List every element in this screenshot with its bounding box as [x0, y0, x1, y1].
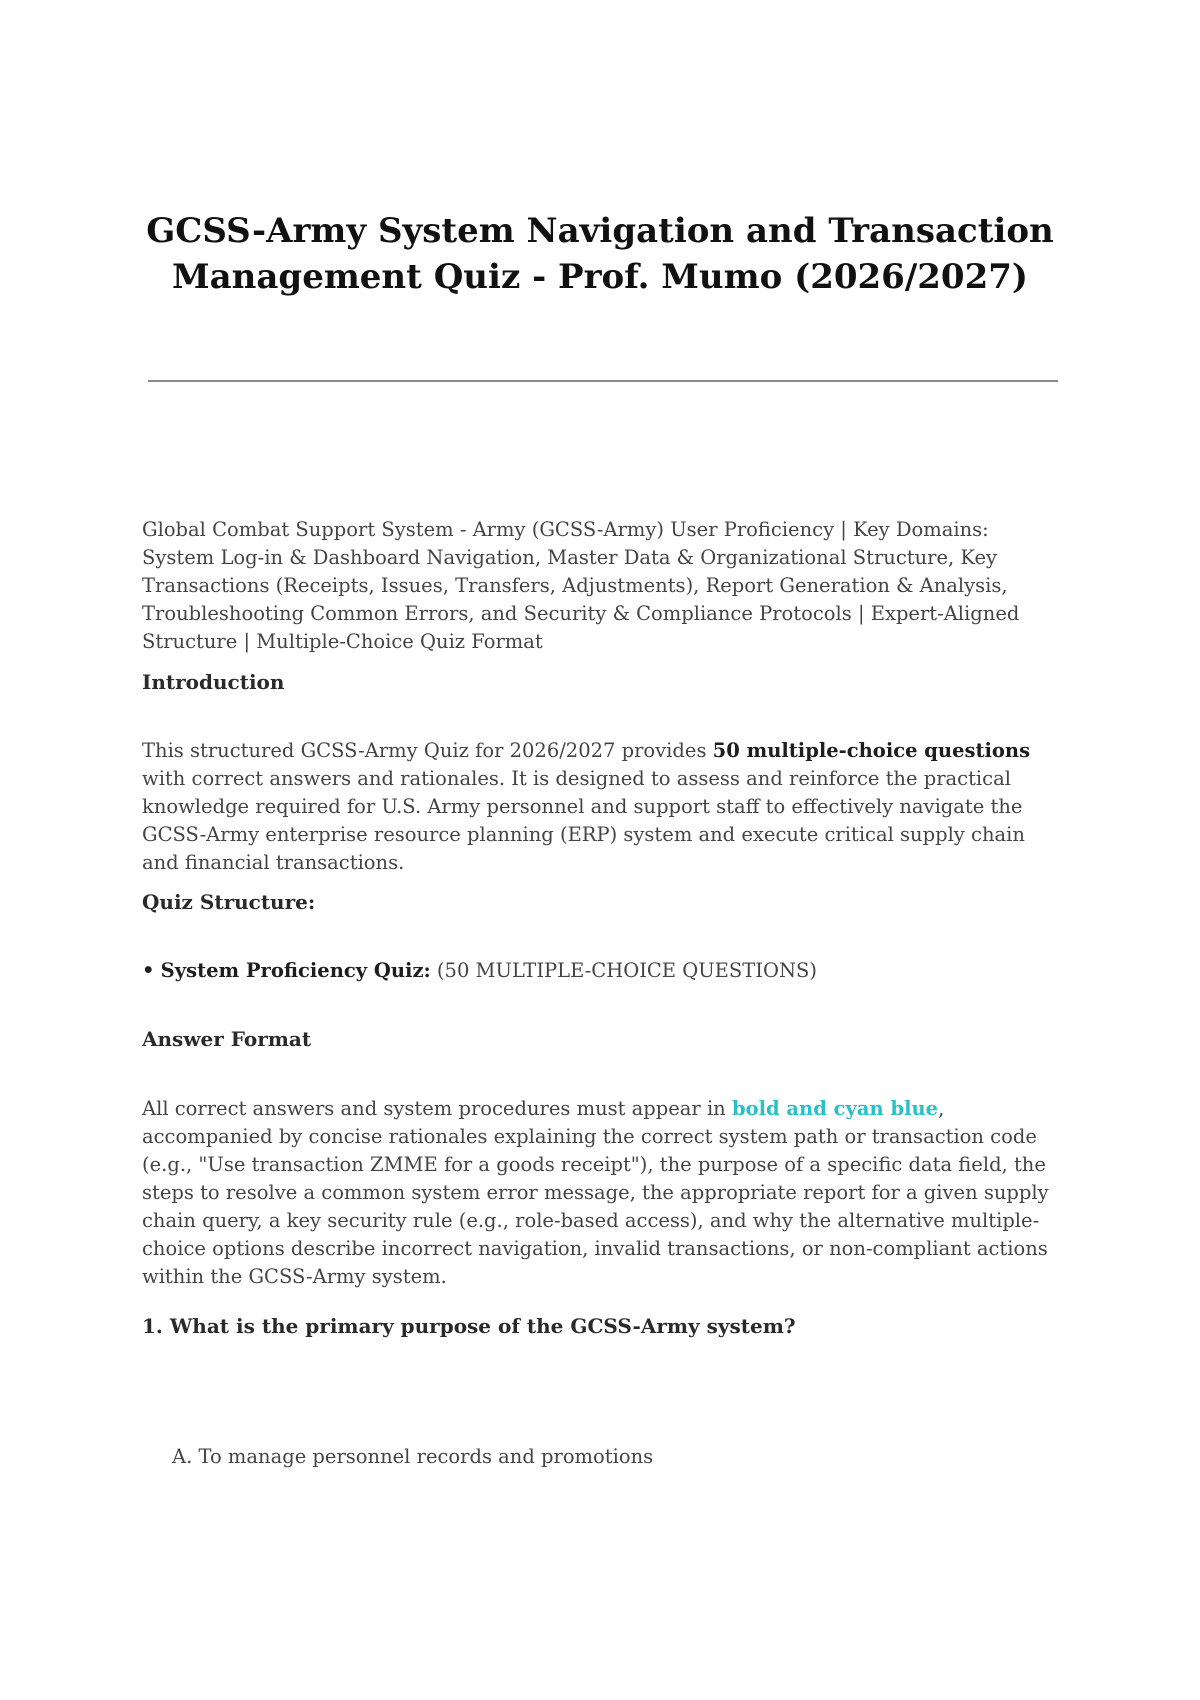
answer-format-heading: Answer Format: [142, 1027, 312, 1051]
quiz-structure-heading: Quiz Structure:: [142, 890, 316, 914]
intro-bold-count: 50 multiple-choice questions: [712, 739, 1031, 762]
subtitle-paragraph: Global Combat Support System - Army (GCSS-Army) User Proficiency | Key Domains: System Log-in & Dashboard Navigation, Master Data & Organizational Structure, Key Transactions (Receipts, Issues, Transfers, Adjustments), Report Generation & Analysis, Troubleshooting Common Errors, and Security & Compliance Protocols | Expert-Aligned Structure | Multiple-Choice Quiz Format: [142, 518, 1020, 653]
intro-text-before: This structured GCSS-Army Quiz for 2026/2027 provides: [142, 739, 713, 762]
intro-text-after: with correct answers and rationales. It is designed to assess and reinforce the practical knowledge required for U.S. Army personnel and support staff to effectively navigate the GCSS-Army enterprise resource planning (ERP) system and execute critical supply chain and financial transactions.: [142, 767, 1025, 874]
horizontal-rule: [148, 380, 1058, 382]
document-title: [140, 208, 1060, 300]
question-1-text: 1. What is the primary purpose of the GCSS-Army system?: [142, 1314, 796, 1338]
quiz-structure-item-text: (50 MULTIPLE-CHOICE QUESTIONS): [430, 959, 817, 982]
quiz-structure-item-label: System Proficiency Quiz:: [160, 959, 431, 982]
introduction-paragraph: [142, 737, 1062, 877]
answer-text-after: , accompanied by concise rationales explaining the correct system path or transaction code (e.g., "Use transaction ZMME for a goods receipt"), the purpose of a specific data field, the steps to resolve a common system error message, the appropriate report for a given supply chain query, a key security rule (e.g., role-based access), and why the alternative multiple-choice options describe incorrect navigation, invalid transactions, or non-compliant actions within the GCSS-Army system.: [142, 1097, 1049, 1288]
answer-format-paragraph: [142, 1095, 1062, 1291]
title-line-2: Management Quiz - Prof. Mumo (2026/2027): [172, 257, 1028, 297]
bullet: •: [142, 959, 155, 982]
introduction-heading: Introduction: [142, 670, 285, 694]
cyan-highlight-text: bold and cyan blue: [731, 1097, 939, 1120]
quiz-structure-item: [142, 957, 1062, 985]
answer-text-before: All correct answers and system procedures must appear in: [142, 1097, 732, 1120]
title-line-1: GCSS-Army System Navigation and Transaction: [146, 211, 1054, 251]
question-1-option-a: A. To manage personnel records and promotions: [172, 1445, 654, 1468]
